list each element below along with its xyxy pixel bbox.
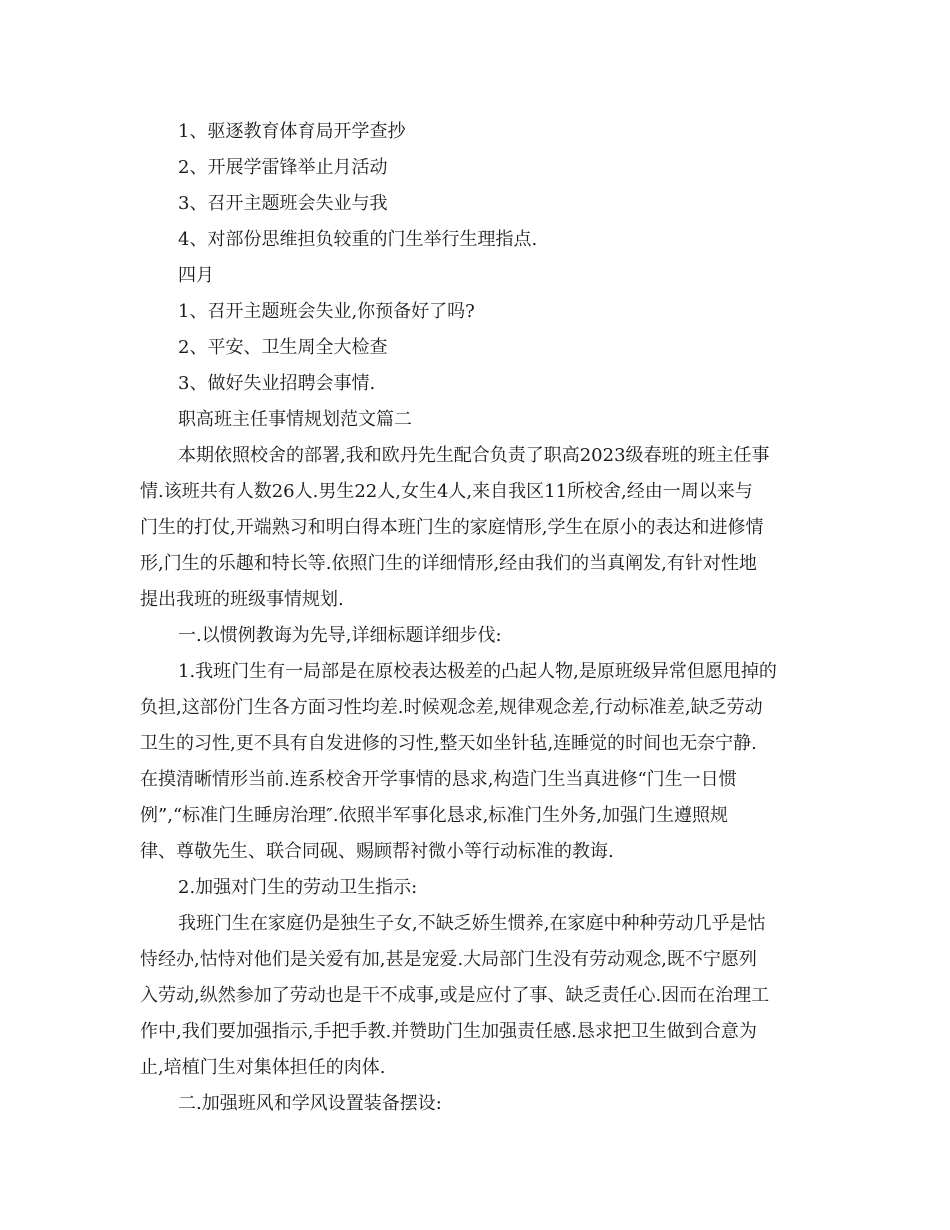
paragraph-line: 本期依照校舍的部署,我和欧丹先生配合负责了职高2023级春班的班主任事 <box>178 445 770 466</box>
paragraph-line: 例”,“标准门生睡房治理″.依照半军事化恳求,标准门生外务,加强门生遵照规 <box>140 805 729 826</box>
list-item: 4、对部份思维担负较重的门生举行生理指点. <box>178 229 538 250</box>
paragraph-line: 形,门生的乐趣和特长等.依照门生的详细情形,经由我们的当真阐发,有针对性地 <box>140 553 757 574</box>
subheading: 一.以惯例教诲为先导,详细标题详细步伐: <box>178 625 502 646</box>
paragraph-line: 1.我班门生有一局部是在原校表达极差的凸起人物,是原班级异常但愿甩掉的 <box>178 661 777 682</box>
list-item: 3、召开主题班会失业与我 <box>178 193 388 214</box>
paragraph-line: 入劳动,纵然参加了劳动也是干不成事,或是应付了事、缺乏责任心.因而在治理工 <box>140 985 770 1006</box>
paragraph-line: 在摸清晰情形当前.连系校舍开学事情的恳求,构造门生当真进修“门生一日惯 <box>140 769 737 790</box>
list-item: 1、驱逐教育体育局开学查抄 <box>178 121 406 142</box>
paragraph-line: 提出我班的班级事情规划. <box>140 589 344 610</box>
subheading: 二.加强班风和学风设置装备摆设: <box>178 1093 442 1114</box>
section-heading-month: 四月 <box>178 265 214 286</box>
paragraph-line: 止,培植门生对集体担任的肉体. <box>140 1057 386 1078</box>
paragraph-line: 我班门生在家庭仍是独生子女,不缺乏娇生惯养,在家庭中种种劳动几乎是怙 <box>178 913 766 934</box>
paragraph-line: 情.该班共有人数26人.男生22人,女生4人,来自我区11所校舍,经由一周以来与 <box>140 481 753 502</box>
paragraph-line: 负担,这部份门生各方面习性均差.时候观念差,规律观念差,行动标准差,缺乏劳动 <box>140 697 763 718</box>
list-item: 2、平安、卫生周全大检查 <box>178 337 388 358</box>
paragraph-line: 卫生的习性,更不具有自发进修的习性,整天如坐针毡,连睡觉的时间也无奈宁静. <box>140 733 757 754</box>
paragraph-line: 门生的打仗,开端熟习和明白得本班门生的家庭情形,学生在原小的表达和进修情 <box>140 517 764 538</box>
paragraph-line: 作中,我们要加强指示,手把手教.并赞助门生加强责任感.恳求把卫生做到合意为 <box>140 1021 757 1042</box>
paragraph-line: 律、尊敬先生、联合同砚、赐顾帮衬微小等行动标准的教诲. <box>140 841 614 862</box>
list-item: 2、开展学雷锋举止月活动 <box>178 157 388 178</box>
list-item: 3、做好失业招聘会事情. <box>178 373 376 394</box>
subheading: 2.加强对门生的劳动卫生指示: <box>178 877 418 898</box>
paragraph-line: 恃经办,怙恃对他们是关爱有加,甚是宠爱.大局部门生没有劳动观念,既不宁愿列 <box>140 949 757 970</box>
section-title: 职高班主任事情规划范文篇二 <box>178 409 412 430</box>
list-item: 1、召开主题班会失业,你预备好了吗? <box>178 301 475 322</box>
